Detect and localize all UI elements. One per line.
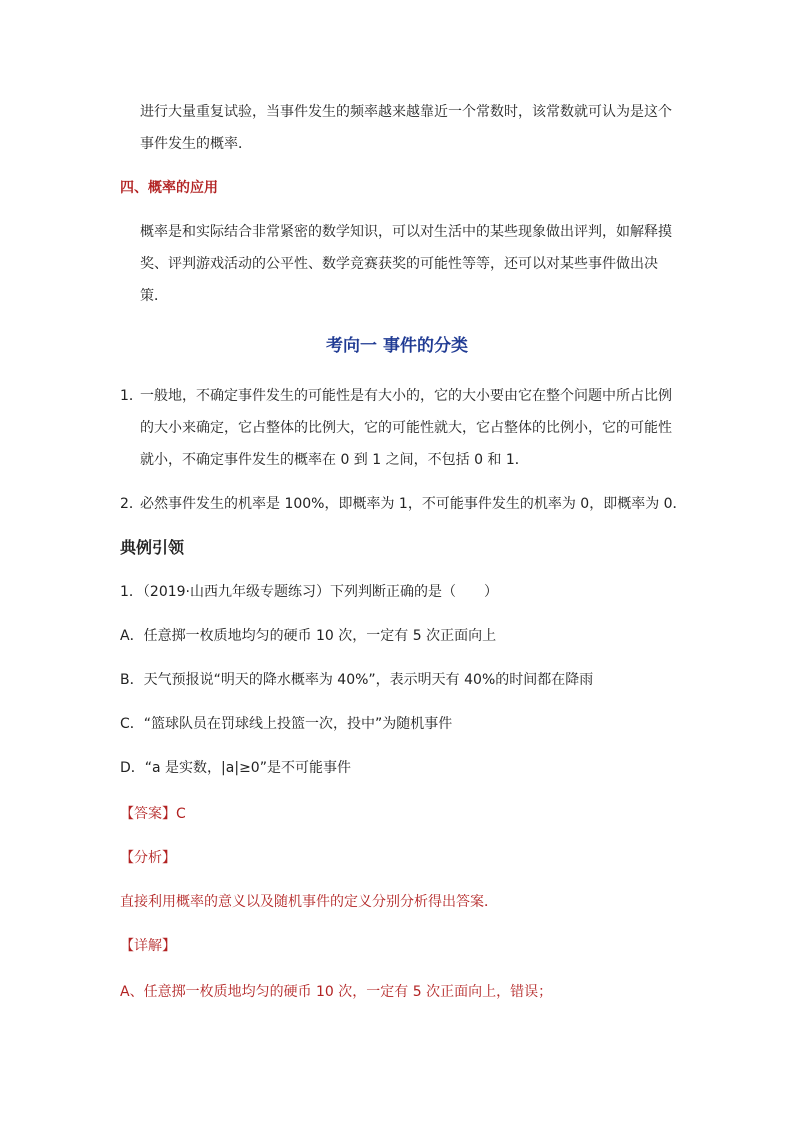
paragraph-line: 的大小来确定，它占整体的比例大，它的可能性就大，它占整体的比例小，它的可能性: [140, 420, 672, 436]
paragraph-line: 概率是和实际结合非常紧密的数学知识，可以对生活中的某些现象做出评判，如解释摸: [140, 224, 672, 240]
detail-text: A、任意掷一枚质地均匀的硬币 10 次，一定有 5 次正面向上，错误；: [120, 984, 553, 1000]
paragraph-line: 必然事件发生的机率是 100%，即概率为 1，不可能事件发生的机率为 0，即概率为 0．: [140, 496, 687, 512]
detail-label: 【详解】: [120, 938, 176, 954]
paragraph-line: 就小，不确定事件发生的概率在 0 到 1 之间，不包括 0 和 1．: [140, 452, 529, 468]
list-number: 1．: [120, 388, 143, 404]
paragraph-line: 一般地，不确定事件发生的可能性是有大小的，它的大小要由它在整个问题中所占比例: [140, 388, 672, 404]
paragraph-line: 事件发生的概率．: [140, 136, 252, 152]
paragraph-line: 奖、评判游戏活动的公平性、数学竞赛获奖的可能性等等，还可以对某些事件做出决: [140, 256, 658, 272]
option-b: B．天气预报说“明天的降水概率为 40%”，表示明天有 40%的时间都在降雨: [120, 672, 594, 688]
option-c: C．“篮球队员在罚球线上投篮一次，投中”为随机事件: [120, 716, 453, 732]
analysis-text: 直接利用概率的意义以及随机事件的定义分别分析得出答案．: [120, 894, 498, 910]
example-heading: 典例引领: [120, 538, 185, 557]
list-number: 2．: [120, 496, 143, 512]
analysis-label: 【分析】: [120, 850, 176, 866]
kaoxiang-title: 考向一 事件的分类: [326, 336, 468, 356]
answer-value: C: [176, 806, 186, 822]
section-heading: 四、概率的应用: [120, 180, 218, 196]
paragraph-line: 进行大量重复试验，当事件发生的频率越来越靠近一个常数时，该常数就可认为是这个: [140, 104, 672, 120]
paragraph-line: 策．: [140, 288, 168, 304]
answer-line: [120, 804, 186, 824]
option-a: A．任意掷一枚质地均匀的硬币 10 次，一定有 5 次正面向上: [120, 628, 497, 644]
question-text: 1．（2019·山西九年级专题练习）下列判断正确的是（ ）: [120, 584, 498, 600]
option-d: D．“a 是实数，|a|≥0”是不可能事件: [120, 760, 351, 776]
answer-label: 【答案】: [120, 806, 176, 822]
